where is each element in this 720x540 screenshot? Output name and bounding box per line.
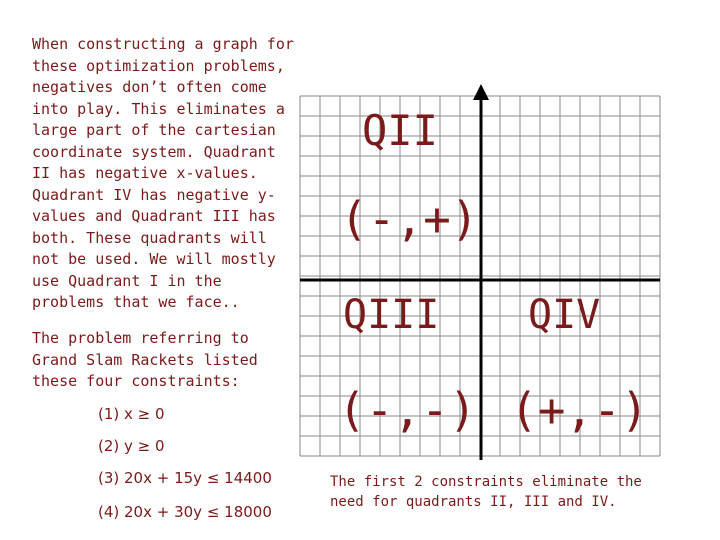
intro-paragraph: When constructing a graph for these optimization problems, negatives don’t often come into play. This eliminates a large part of the cartesian coordinate system. Quadrant II has negative x-values. Quadrant IV has negative y-values and Quadrant III has both. These quadrants will not be used. We will mostly use Quadrant I in the problems that we face.. xyxy=(32,35,294,311)
constraint-3: (3) 20x + 15y ≤ 14400 xyxy=(98,469,272,487)
conclusion-paragraph: The first 2 constraints eliminate the need for quadrants II, III and IV. xyxy=(330,474,642,510)
quadrant-iv-sign: (+,-) xyxy=(510,383,649,437)
constraint-2: (2) y ≥ 0 xyxy=(98,437,165,455)
quadrant-iv-label: QIV xyxy=(528,292,601,338)
constraint-1: (1) x ≥ 0 xyxy=(98,405,165,423)
y-axis-arrow-icon xyxy=(473,84,489,100)
problem-paragraph: The problem referring to Grand Slam Rackets listed these four constraints: xyxy=(32,329,258,390)
quadrant-iii-label: QIII xyxy=(343,292,440,338)
quadrant-ii-label: QII xyxy=(362,106,438,155)
quadrant-ii-sign: (-,+) xyxy=(340,192,479,246)
constraint-4: (4) 20x + 30y ≤ 18000 xyxy=(98,503,272,521)
quadrant-iii-sign: (-,-) xyxy=(338,383,477,437)
